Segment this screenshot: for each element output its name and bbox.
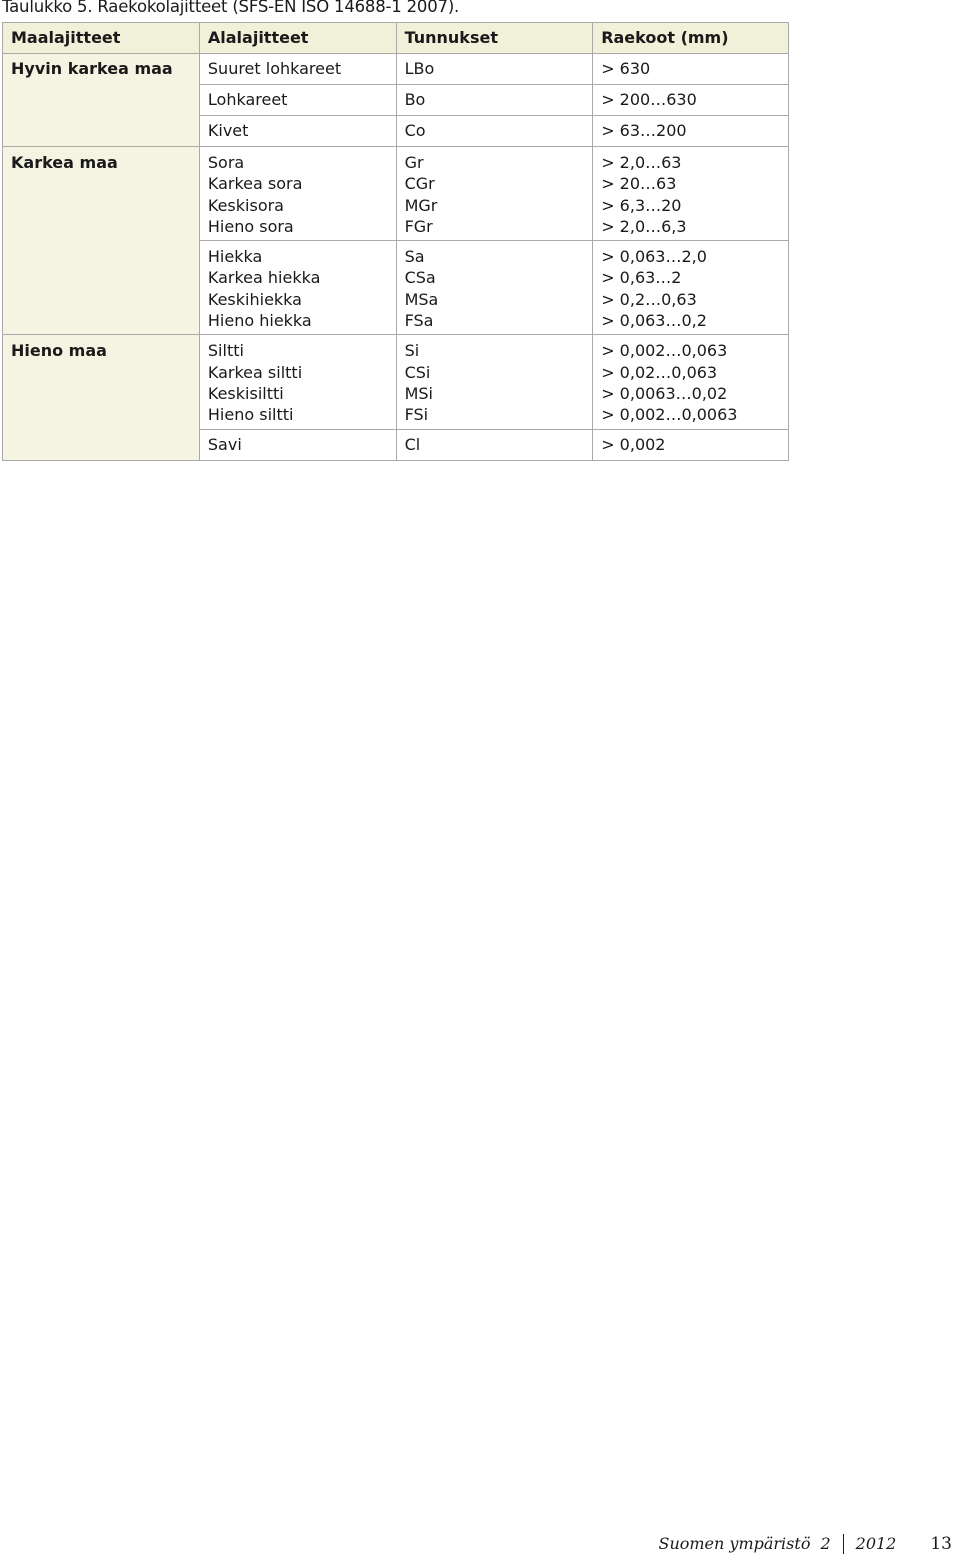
symbol-line: FGr [404, 216, 433, 236]
symbol-line: CSa [404, 268, 436, 288]
symbol-line: FSa [404, 311, 434, 331]
footer-divider [843, 1534, 844, 1554]
symbol-line: MSi [404, 383, 433, 403]
subfraction-cell [199, 147, 396, 241]
symbol-line: CGr [404, 174, 435, 194]
grain-size-line: > 6,3…20 [601, 195, 682, 215]
page-number: 13 [930, 1534, 952, 1554]
group-karkea-maa [3, 147, 200, 335]
grain-size-line: > 0,2…0,63 [601, 289, 697, 309]
publication-issue: 2 [820, 1534, 831, 1553]
table-caption: Taulukko 5. Raekokolajitteet (SFS-EN ISO 14688-1 2007). [2, 0, 460, 16]
symbol-cell: Bo [396, 85, 593, 116]
grain-size-line: > 0,002…0,063 [601, 341, 728, 361]
subfraction-cell [199, 335, 396, 429]
subfraction-cell: Lohkareet [199, 85, 396, 116]
group-label: Hieno maa [11, 341, 107, 361]
publication-year: 2012 [855, 1534, 897, 1553]
grain-size-cell: > 63…200 [593, 116, 789, 147]
subfraction-cell: Savi [199, 429, 396, 460]
symbol-line: Sa [404, 247, 425, 267]
grain-size-line: > 0,063…0,2 [601, 311, 707, 331]
group-hyvin-karkea-maa [3, 54, 200, 147]
subfraction-line: Karkea hiekka [207, 268, 321, 288]
table-row [3, 147, 789, 241]
subfraction-line: Hieno hiekka [207, 311, 312, 331]
grain-size-line: > 0,02…0,063 [601, 362, 718, 382]
subfraction-line: Hiekka [207, 247, 263, 267]
subfraction-line: Keskisora [207, 195, 284, 215]
grain-size-line: > 2,0…63 [601, 153, 682, 172]
subfraction-cell [199, 241, 396, 335]
subfraction-line: Hieno siltti [207, 405, 294, 425]
grain-size-cell: > 630 [593, 54, 789, 85]
symbol-cell: LBo [396, 54, 593, 85]
subfraction-line: Siltti [207, 341, 244, 361]
header-alalajitteet: Alalajitteet [199, 23, 396, 54]
grain-size-cell [593, 241, 789, 335]
symbol-cell: Cl [396, 429, 593, 460]
grain-size-cell [593, 147, 789, 241]
grain-size-line: > 0,63…2 [601, 268, 682, 288]
grain-size-line: > 0,063…2,0 [601, 247, 707, 267]
symbol-line: MSa [404, 289, 439, 309]
symbol-line: Gr [404, 153, 424, 172]
symbol-line: MGr [404, 195, 438, 215]
symbol-line: CSi [404, 362, 431, 382]
header-maalajitteet: Maalajitteet [3, 23, 200, 54]
symbol-line: FSi [404, 405, 429, 425]
subfraction-line: Keskihiekka [207, 289, 302, 309]
header-tunnukset: Tunnukset [396, 23, 593, 54]
subfraction-line: Hieno sora [207, 216, 294, 236]
subfraction-line: Keskisiltti [207, 383, 284, 403]
symbol-cell: Co [396, 116, 593, 147]
group-label: Hyvin karkea maa [11, 59, 173, 78]
grain-size-cell: > 0,002 [593, 429, 789, 460]
symbol-cell [396, 241, 593, 335]
table-row [3, 335, 789, 429]
subfraction-line: Karkea sora [207, 174, 303, 194]
grain-size-line: > 0,002…0,0063 [601, 405, 738, 425]
subfraction-line: Sora [207, 153, 245, 172]
publication-name: Suomen ympäristö [658, 1534, 811, 1553]
grain-size-table [2, 22, 789, 461]
grain-size-line: > 2,0…6,3 [601, 216, 687, 236]
subfraction-cell: Kivet [199, 116, 396, 147]
table-row [3, 54, 789, 85]
grain-size-cell: > 200…630 [593, 85, 789, 116]
grain-size-line: > 0,0063…0,02 [601, 383, 728, 403]
subfraction-cell: Suuret lohkareet [199, 54, 396, 85]
header-raekoot: Raekoot (mm) [593, 23, 789, 54]
grain-size-cell [593, 335, 789, 429]
symbol-cell [396, 147, 593, 241]
grain-size-line: > 20…63 [601, 174, 677, 194]
page-footer [658, 1533, 952, 1555]
group-label: Karkea maa [11, 153, 118, 172]
table-header-row [3, 23, 789, 54]
symbol-line: Si [404, 341, 420, 361]
subfraction-line: Karkea siltti [207, 362, 303, 382]
group-hieno-maa [3, 335, 200, 460]
symbol-cell [396, 335, 593, 429]
